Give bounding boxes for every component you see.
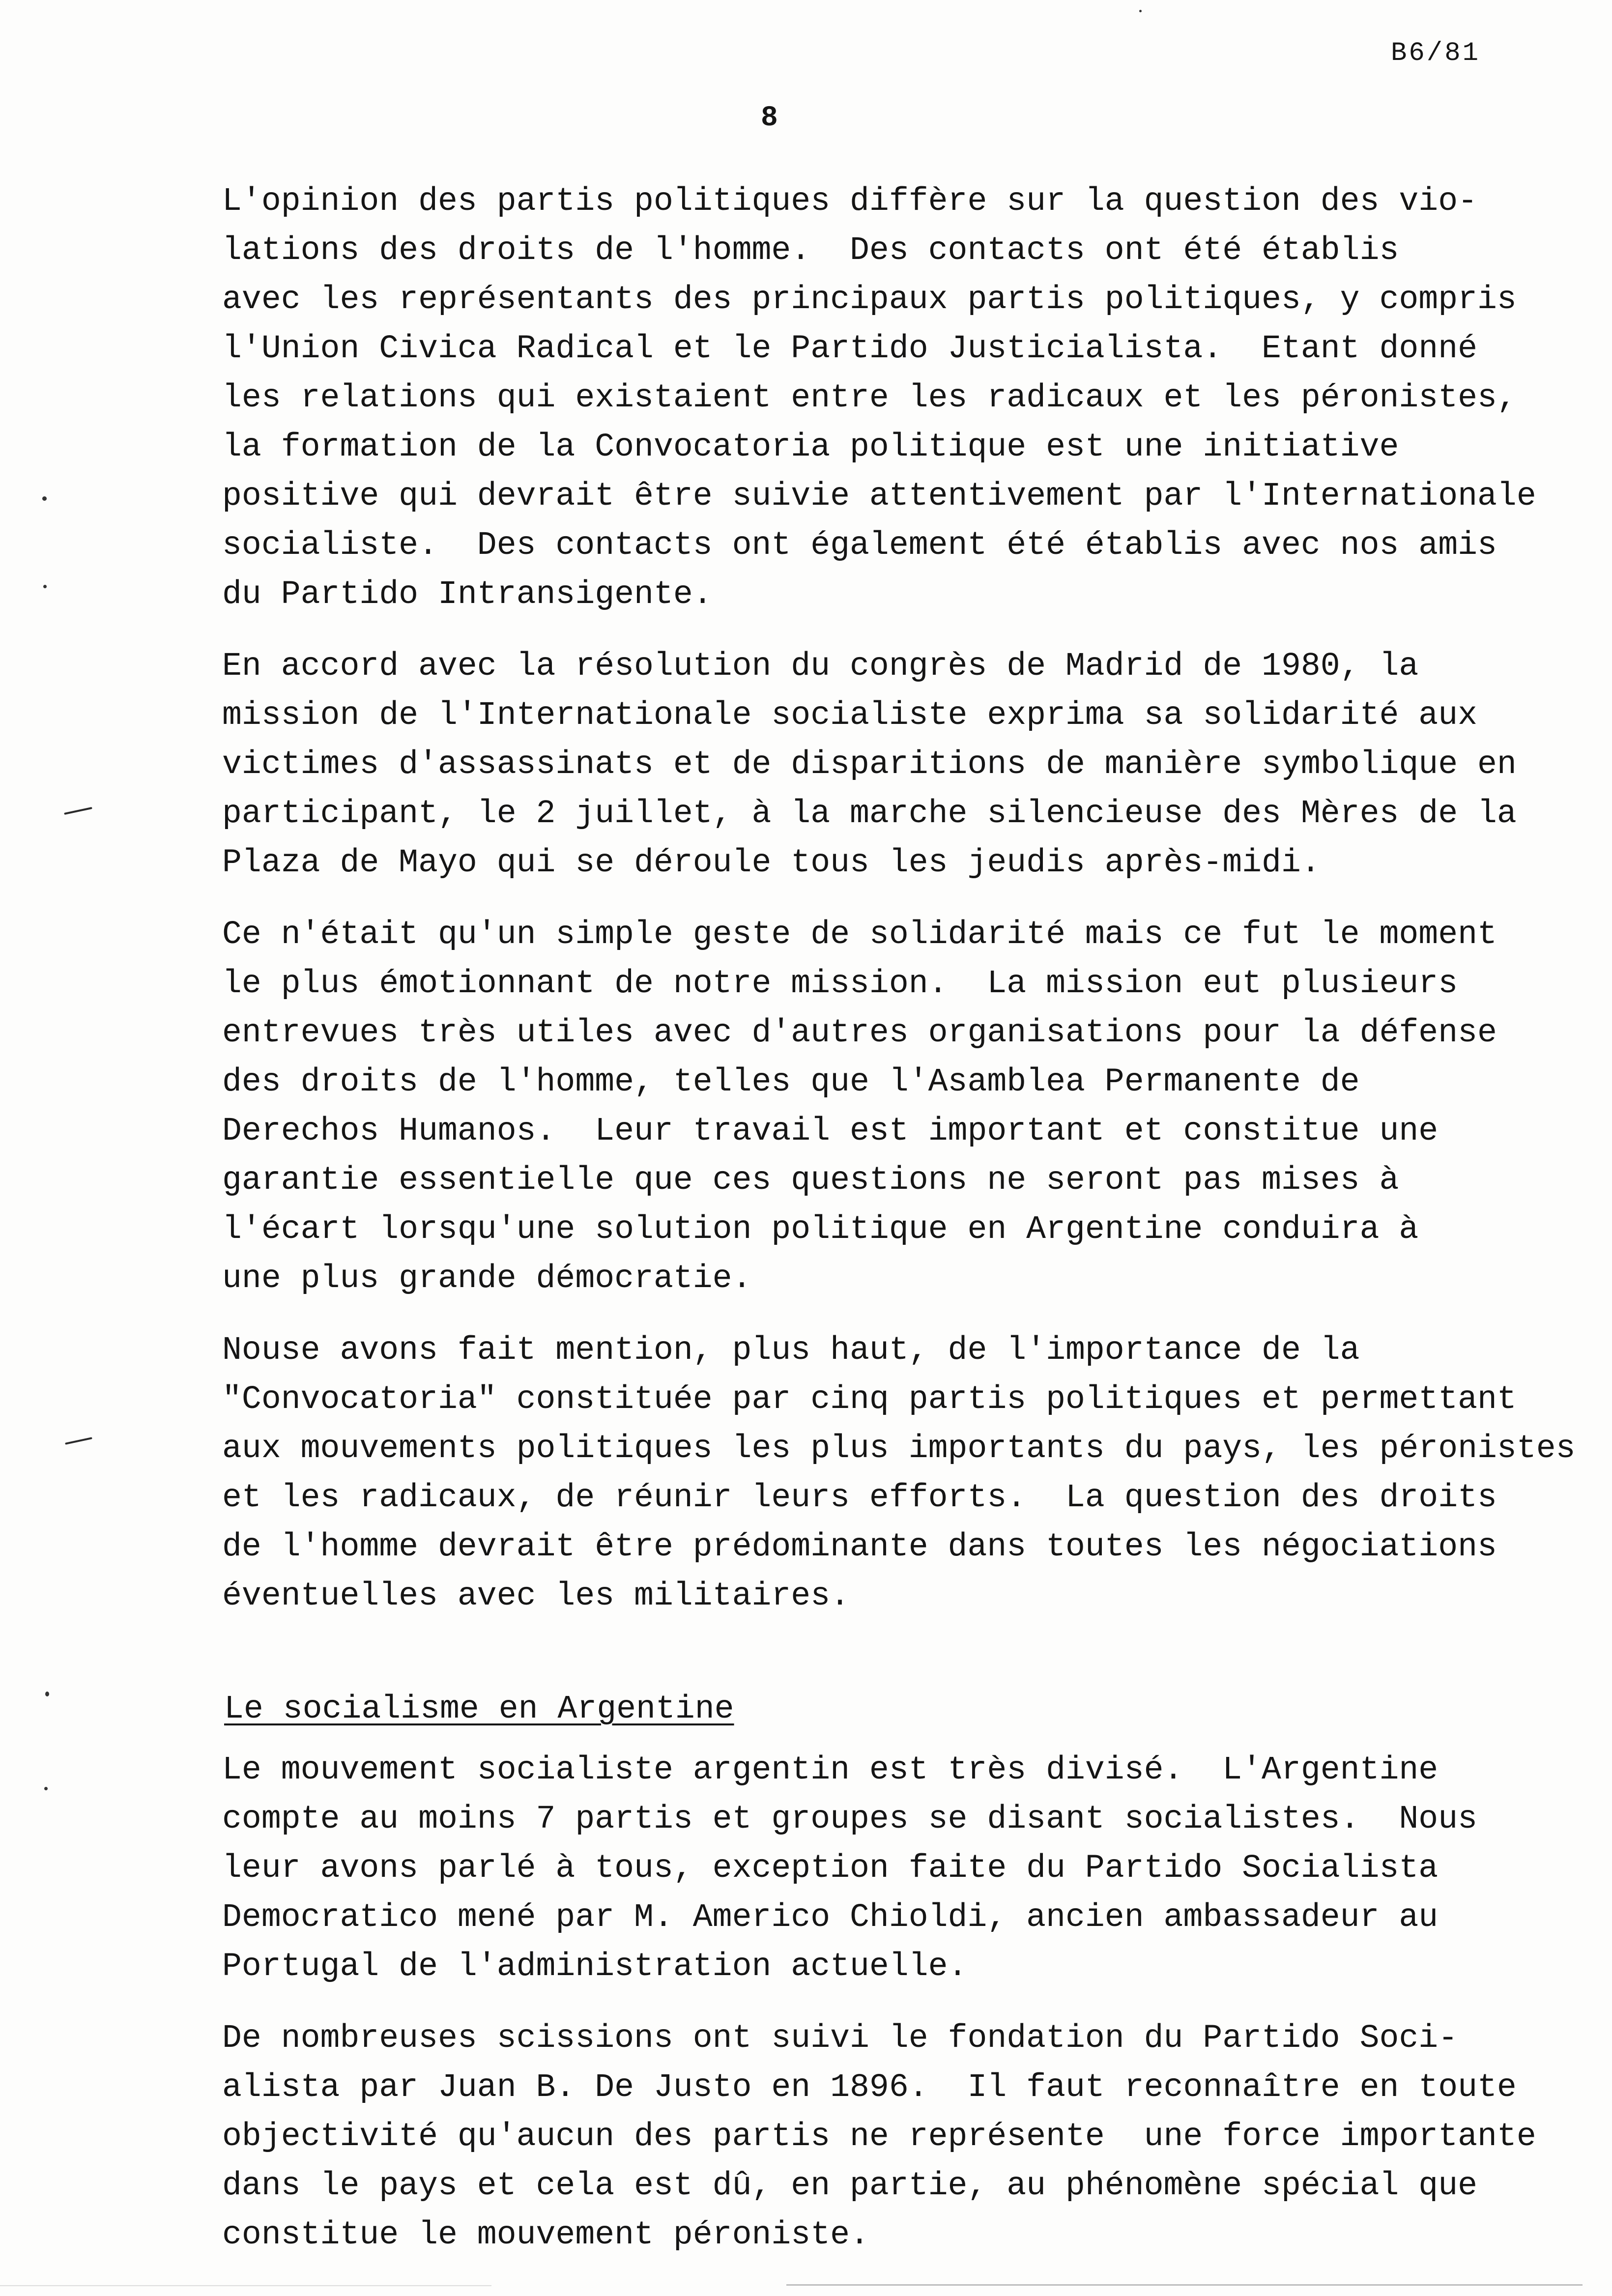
text-line: le plus émotionnant de notre mission. La mission eut plusieurs bbox=[222, 965, 1458, 1002]
text-line: Derechos Humanos. Leur travail est important et constitue une bbox=[222, 1113, 1439, 1149]
margin-dash-mark bbox=[65, 1437, 92, 1445]
section-heading-container bbox=[224, 1685, 1593, 1734]
paragraph-5 bbox=[222, 1746, 1593, 1991]
text-line: et les radicaux, de réunir leurs efforts. La question des droits bbox=[222, 1479, 1497, 1516]
document-reference: B6/81 bbox=[1391, 38, 1481, 68]
section-heading: Le socialisme en Argentine bbox=[224, 1691, 734, 1727]
bottom-edge-shadow bbox=[0, 2285, 491, 2286]
margin-dot-mark bbox=[45, 1692, 49, 1696]
page-number: 8 bbox=[761, 102, 778, 134]
text-line: constitue le mouvement péroniste. bbox=[222, 2216, 869, 2253]
paragraph-4 bbox=[222, 1326, 1593, 1621]
text-line: positive qui devrait être suivie attentivement par l'Internationale bbox=[222, 478, 1536, 515]
text-line: objectivité qu'aucun des partis ne représente une force importante bbox=[222, 2118, 1536, 2155]
text-line: la formation de la Convocatoria politique est une initiative bbox=[222, 429, 1399, 465]
text-line: une plus grande démocratie. bbox=[222, 1260, 752, 1297]
text-line: du Partido Intransigente. bbox=[222, 576, 713, 613]
text-line: socialiste. Des contacts ont également été établis avec nos amis bbox=[222, 527, 1497, 564]
text-line: de l'homme devrait être prédominante dans toutes les négociations bbox=[222, 1528, 1497, 1565]
text-line: leur avons parlé à tous, exception faite du Partido Socialista bbox=[222, 1850, 1439, 1887]
text-line: avec les représentants des principaux partis politiques, y compris bbox=[222, 281, 1517, 318]
paragraph-1 bbox=[222, 177, 1593, 619]
text-line: "Convocatoria" constituée par cinq partis politiques et permettant bbox=[222, 1381, 1517, 1418]
text-line: éventuelles avec les militaires. bbox=[222, 1578, 850, 1614]
text-line: De nombreuses scissions ont suivi le fondation du Partido Soci- bbox=[222, 2020, 1458, 2057]
bottom-edge-rule bbox=[786, 2284, 1583, 2286]
text-line: dans le pays et cela est dû, en partie, au phénomène spécial que bbox=[222, 2167, 1478, 2204]
paragraph-6 bbox=[222, 2014, 1593, 2260]
text-line: l'écart lorsqu'une solution politique en Argentine conduira à bbox=[222, 1211, 1419, 1248]
text-line: En accord avec la résolution du congrès de Madrid de 1980, la bbox=[222, 648, 1419, 685]
text-line: compte au moins 7 partis et groupes se disant socialistes. Nous bbox=[222, 1801, 1478, 1837]
text-line: Ce n'était qu'un simple geste de solidarité mais ce fut le moment bbox=[222, 916, 1497, 953]
text-line: Portugal de l'administration actuelle. bbox=[222, 1948, 968, 1985]
text-line: victimes d'assassinats et de disparitions de manière symbolique en bbox=[222, 746, 1517, 783]
text-line: participant, le 2 juillet, à la marche silencieuse des Mères de la bbox=[222, 795, 1517, 832]
margin-dot-mark bbox=[42, 496, 47, 501]
text-line: aux mouvements politiques les plus importants du pays, les péronistes bbox=[222, 1430, 1576, 1467]
document-body bbox=[222, 177, 1593, 2282]
margin-dot-mark bbox=[1139, 10, 1142, 12]
margin-dash-mark bbox=[64, 807, 92, 815]
margin-dot-mark bbox=[44, 1787, 48, 1790]
text-line: garantie essentielle que ces questions ne seront pas mises à bbox=[222, 1162, 1399, 1199]
paragraph-2 bbox=[222, 642, 1593, 888]
margin-dot-mark bbox=[43, 585, 47, 588]
text-line: lations des droits de l'homme. Des contacts ont été établis bbox=[222, 232, 1399, 269]
text-line: des droits de l'homme, telles que l'Asamblea Permanente de bbox=[222, 1063, 1360, 1100]
text-line: alista par Juan B. De Justo en 1896. Il faut reconnaître en toute bbox=[222, 2069, 1517, 2106]
text-line: L'opinion des partis politiques diffère sur la question des vio- bbox=[222, 183, 1478, 220]
text-line: Plaza de Mayo qui se déroule tous les jeudis après-midi. bbox=[222, 844, 1321, 881]
text-line: entrevues très utiles avec d'autres organisations pour la défense bbox=[222, 1014, 1497, 1051]
text-line: Nouse avons fait mention, plus haut, de l'importance de la bbox=[222, 1332, 1360, 1369]
text-line: l'Union Civica Radical et le Partido Justicialista. Etant donné bbox=[222, 330, 1478, 367]
text-line: mission de l'Internationale socialiste exprima sa solidarité aux bbox=[222, 697, 1478, 734]
text-line: les relations qui existaient entre les radicaux et les péronistes, bbox=[222, 379, 1517, 416]
text-line: Le mouvement socialiste argentin est très divisé. L'Argentine bbox=[222, 1751, 1439, 1788]
paragraph-3 bbox=[222, 910, 1593, 1303]
text-line: Democratico mené par M. Americo Chioldi, ancien ambassadeur au bbox=[222, 1899, 1439, 1936]
